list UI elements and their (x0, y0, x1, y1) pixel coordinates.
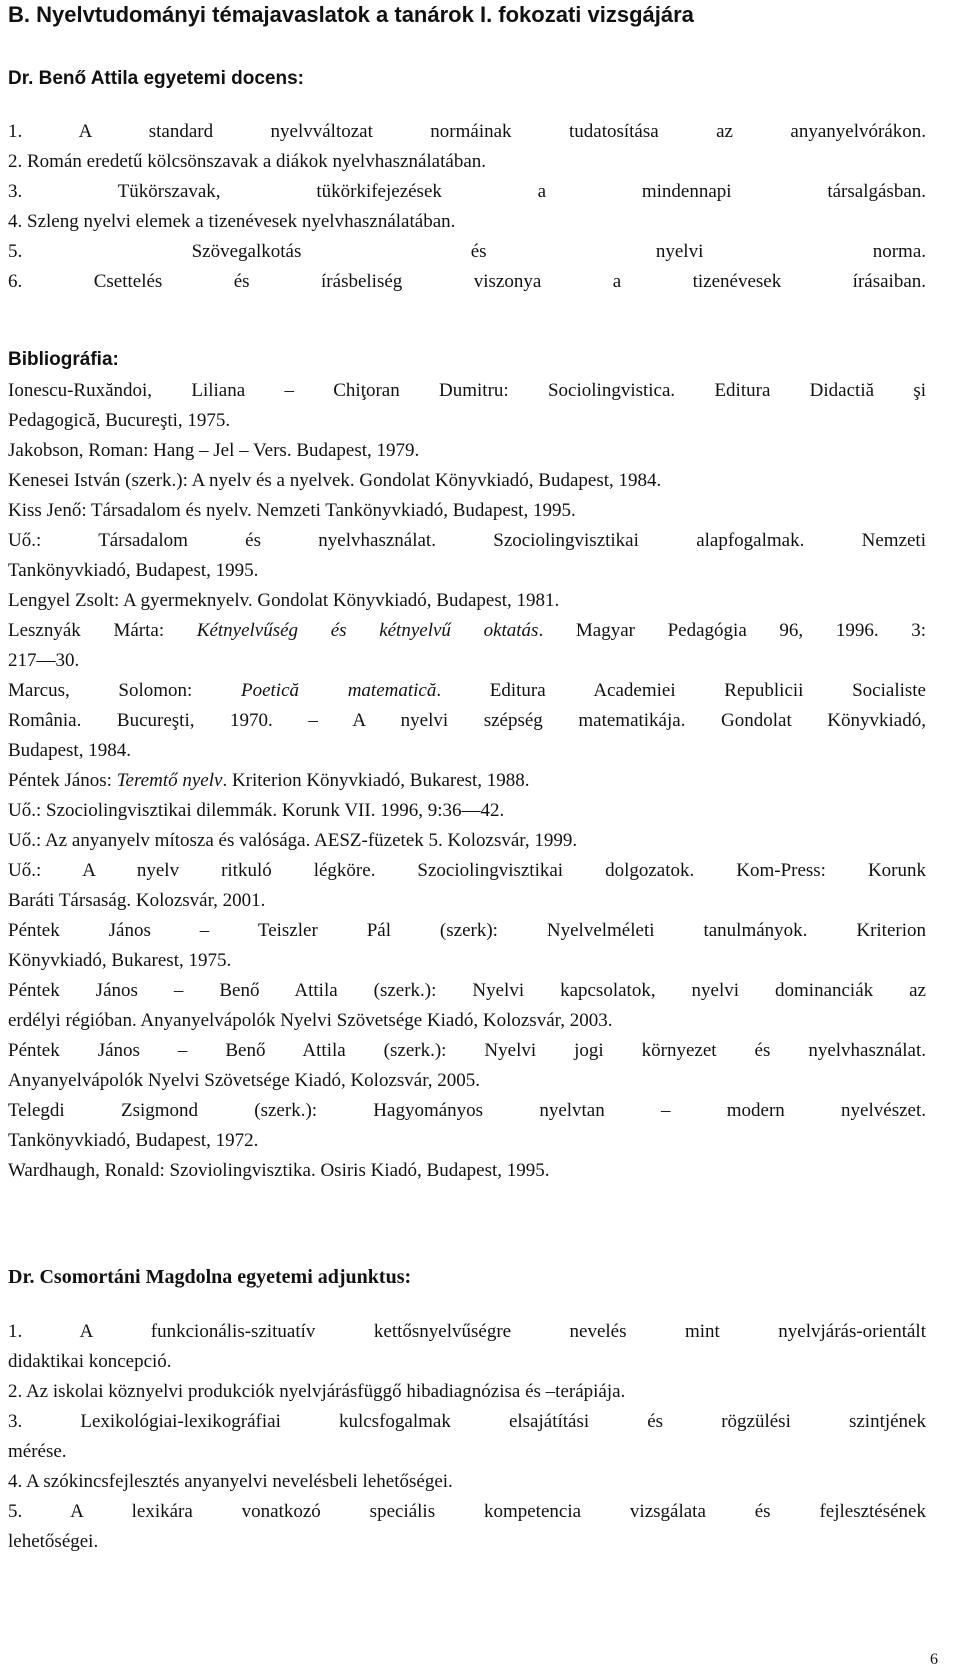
bib-line: România. Bucureşti, 1970. – A nyelvi szépség matematikája. Gondolat Könyvkiadó, (8, 710, 926, 731)
bib-line: Pedagogică, Bucureşti, 1975. (8, 410, 231, 431)
topic-item: mérése. (8, 1441, 67, 1462)
bib-source: . Editura Academiei Republicii Socialiste (436, 680, 926, 701)
bib-line: Wardhaugh, Ronald: Szoviolingvisztika. Osiris Kiadó, Budapest, 1995. (8, 1160, 550, 1181)
bib-line: Uő.: Az anyanyelv mítosza és valósága. AESZ-füzetek 5. Kolozsvár, 1999. (8, 830, 578, 851)
bib-source: . Magyar Pedagógia 96, 1996. 3: (538, 620, 926, 641)
topic-item: 3. Tükörszavak, tükörkifejezések a mindennapi társalgásban. (8, 181, 926, 202)
topic-list-csomortani (8, 1317, 926, 1557)
bib-line (8, 766, 926, 796)
bib-line: Tankönyvkiadó, Budapest, 1972. (8, 1130, 259, 1151)
bib-title-italic: Kétnyelvűség és kétnyelvű oktatás (196, 620, 539, 641)
section-heading-beno: Dr. Benő Attila egyetemi docens: (8, 68, 304, 89)
bib-line: Budapest, 1984. (8, 740, 131, 761)
bib-title-italic: Teremtő nyelv (116, 770, 223, 791)
bib-line: erdélyi régióban. Anyanyelvápolók Nyelvi Szövetsége Kiadó, Kolozsvár, 2003. (8, 1010, 613, 1031)
bib-line: Kenesei István (szerk.): A nyelv és a nyelvek. Gondolat Könyvkiadó, Budapest, 1984. (8, 470, 662, 491)
bib-line: Tankönyvkiadó, Budapest, 1995. (8, 560, 259, 581)
bib-line: 217—30. (8, 650, 80, 671)
bib-line: Könyvkiadó, Bukarest, 1975. (8, 950, 232, 971)
topic-item: 1. A funkcionális-szituatív kettősnyelvűségre nevelés mint nyelvjárás-orientált (8, 1321, 926, 1342)
topic-item: 2. Román eredetű kölcsönszavak a diákok nyelvhasználatában. (8, 151, 486, 172)
topic-item: 4. A szókincsfejlesztés anyanyelvi nevelésbeli lehetőségei. (8, 1471, 453, 1492)
bib-line: Baráti Társaság. Kolozsvár, 2001. (8, 890, 266, 911)
bib-line (8, 676, 926, 706)
topic-item: didaktikai koncepció. (8, 1351, 172, 1372)
topic-item: 1. A standard nyelvváltozat normáinak tudatosítása az anyanyelvórákon. (8, 121, 926, 142)
topic-item: 5. Szövegalkotás és nyelvi norma. (8, 241, 926, 262)
topic-item: 3. Lexikológiai-lexikográfiai kulcsfogalmak elsajátítási és rögzülési szintjének (8, 1411, 926, 1432)
bib-line: Ionescu-Ruxăndoi, Liliana – Chiţoran Dumitru: Sociolingvistica. Editura Didactiă şi (8, 380, 926, 401)
bib-line: Péntek János – Benő Attila (szerk.): Nyelvi kapcsolatok, nyelvi dominanciák az (8, 980, 926, 1001)
bib-line: Uő.: Szociolingvisztikai dilemmák. Korunk VII. 1996, 9:36—42. (8, 800, 505, 821)
bib-line: Péntek János – Benő Attila (szerk.): Nyelvi jogi környezet és nyelvhasználat. (8, 1040, 926, 1061)
bib-line: Uő.: A nyelv ritkuló légköre. Szociolingvisztikai dolgozatok. Kom-Press: Korunk (8, 860, 926, 881)
page-title: B. Nyelvtudományi témajavaslatok a tanárok I. fokozati vizsgájára (8, 2, 694, 27)
page-number: 6 (930, 1651, 938, 1668)
topic-item: lehetőségei. (8, 1531, 99, 1552)
bib-author: Lesznyák Márta: (8, 620, 197, 641)
topic-item: 5. A lexikára vonatkozó speciális kompetencia vizsgálata és fejlesztésének (8, 1501, 926, 1522)
bib-line: Lengyel Zsolt: A gyermeknyelv. Gondolat Könyvkiadó, Budapest, 1981. (8, 590, 560, 611)
bibliography-heading: Bibliográfia: (8, 349, 119, 370)
bib-title-italic: Poetică matematică (240, 680, 437, 701)
bib-line: Uő.: Társadalom és nyelvhasználat. Szociolingvisztikai alapfogalmak. Nemzeti (8, 530, 926, 551)
topic-list-beno (8, 117, 926, 297)
bib-line: Telegdi Zsigmond (szerk.): Hagyományos nyelvtan – modern nyelvészet. (8, 1100, 926, 1121)
bib-line: Péntek János – Teiszler Pál (szerk): Nyelvelméleti tanulmányok. Kriterion (8, 920, 926, 941)
bib-line: Jakobson, Roman: Hang – Jel – Vers. Budapest, 1979. (8, 440, 420, 461)
bib-author: Marcus, Solomon: (8, 680, 241, 701)
topic-item: 4. Szleng nyelvi elemek a tizenévesek nyelvhasználatában. (8, 211, 456, 232)
topic-item: 2. Az iskolai köznyelvi produkciók nyelvjárásfüggő hibadiagnózisa és –terápiája. (8, 1381, 626, 1402)
section-heading-csomortani: Dr. Csomortáni Magdolna egyetemi adjunktus: (8, 1266, 412, 1288)
bib-author: Péntek János: (8, 770, 117, 791)
topic-item: 6. Csettelés és írásbeliség viszonya a tizenévesek írásaiban. (8, 271, 926, 292)
bib-line: Anyanyelvápolók Nyelvi Szövetsége Kiadó, Kolozsvár, 2005. (8, 1070, 481, 1091)
bib-source: . Kriterion Könyvkiadó, Bukarest, 1988. (222, 770, 530, 791)
bibliography-list (8, 376, 926, 1186)
bib-line (8, 616, 926, 646)
bib-line: Kiss Jenő: Társadalom és nyelv. Nemzeti Tankönyvkiadó, Budapest, 1995. (8, 500, 576, 521)
